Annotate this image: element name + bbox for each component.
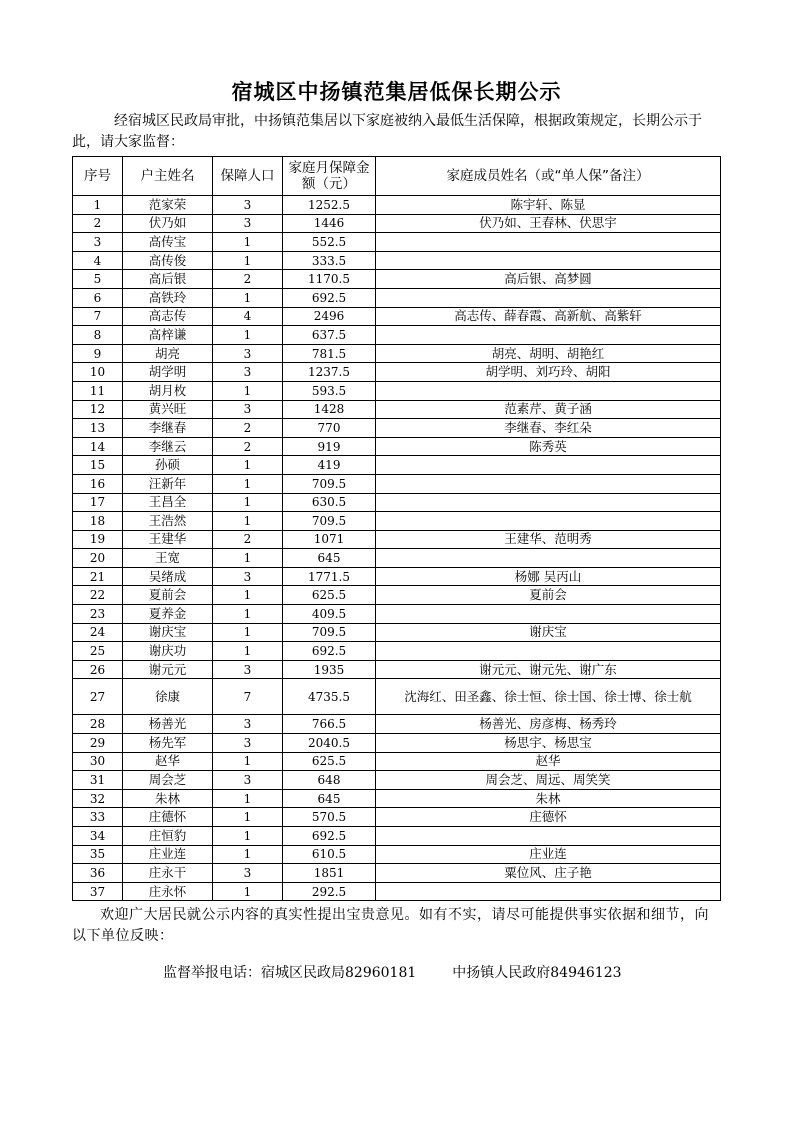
cell-amount: 709.5	[283, 623, 376, 642]
cell-index: 13	[73, 419, 123, 438]
cell-head-name: 胡学明	[123, 363, 213, 382]
cell-members: 谢庆宝	[376, 623, 721, 642]
cell-members: 赵华	[376, 752, 721, 771]
cell-head-name: 徐康	[123, 679, 213, 715]
table-row	[73, 344, 721, 363]
table-row	[73, 400, 721, 419]
cell-amount: 766.5	[283, 715, 376, 734]
cell-members: 范素芹、黄子涵	[376, 400, 721, 419]
cell-amount: 2040.5	[283, 734, 376, 753]
table-row	[73, 326, 721, 345]
cell-members: 胡学明、刘巧玲、胡阳	[376, 363, 721, 382]
cell-count: 2	[213, 437, 283, 456]
cell-index: 4	[73, 251, 123, 270]
cell-amount: 409.5	[283, 605, 376, 624]
cell-index: 3	[73, 233, 123, 252]
cell-head-name: 胡月枚	[123, 381, 213, 400]
cell-members	[376, 605, 721, 624]
cell-members	[376, 456, 721, 475]
cell-index: 15	[73, 456, 123, 475]
table-row	[73, 623, 721, 642]
cell-head-name: 杨善光	[123, 715, 213, 734]
cell-count: 1	[213, 233, 283, 252]
intro-paragraph: 经宿城区民政局审批，中扬镇范集居以下家庭被纳入最低生活保障，根据政策规定，长期公示于此，请大家监督：	[72, 113, 702, 150]
cell-index: 12	[73, 400, 123, 419]
cell-amount: 593.5	[283, 381, 376, 400]
cell-members	[376, 493, 721, 512]
cell-members: 杨善光、房彦梅、杨秀玲	[376, 715, 721, 734]
cell-head-name: 吴绪成	[123, 567, 213, 586]
cell-head-name: 夏养金	[123, 605, 213, 624]
cell-head-name: 高传俊	[123, 251, 213, 270]
cell-count: 4	[213, 307, 283, 326]
table-row	[73, 549, 721, 568]
cell-head-name: 伏乃如	[123, 214, 213, 233]
table-row	[73, 586, 721, 605]
cell-head-name: 高志传	[123, 307, 213, 326]
cell-members	[376, 882, 721, 901]
cell-members	[376, 827, 721, 846]
cell-index: 26	[73, 660, 123, 679]
cell-members	[376, 233, 721, 252]
cell-amount: 692.5	[283, 827, 376, 846]
cell-members: 周会芝、周远、周笑笑	[376, 771, 721, 790]
cell-head-name: 赵华	[123, 752, 213, 771]
cell-index: 21	[73, 567, 123, 586]
document-title: 宿城区中扬镇范集居低保长期公示	[231, 80, 562, 104]
cell-index: 16	[73, 474, 123, 493]
cell-count: 1	[213, 808, 283, 827]
table-row	[73, 808, 721, 827]
cell-amount: 630.5	[283, 493, 376, 512]
cell-index: 31	[73, 771, 123, 790]
table-row	[73, 270, 721, 289]
table-row	[73, 660, 721, 679]
cell-head-name: 黄兴旺	[123, 400, 213, 419]
cell-amount: 4735.5	[283, 679, 376, 715]
cell-index: 11	[73, 381, 123, 400]
cell-head-name: 朱林	[123, 789, 213, 808]
cell-index: 7	[73, 307, 123, 326]
cell-members: 夏前会	[376, 586, 721, 605]
contact-line	[163, 962, 622, 982]
cell-index: 24	[73, 623, 123, 642]
cell-index: 34	[73, 827, 123, 846]
cell-members: 谢元元、谢元先、谢广东	[376, 660, 721, 679]
contact-civil-affairs: 监督举报电话：宿城区民政局82960181	[163, 965, 417, 981]
cell-amount: 1851	[283, 864, 376, 883]
cell-head-name: 庄业连	[123, 845, 213, 864]
cell-count: 1	[213, 549, 283, 568]
cell-amount: 692.5	[283, 642, 376, 661]
cell-index: 23	[73, 605, 123, 624]
contact-town-government: 中扬镇人民政府84946123	[452, 965, 622, 981]
cell-index: 20	[73, 549, 123, 568]
cell-count: 1	[213, 752, 283, 771]
cell-index: 18	[73, 512, 123, 531]
cell-head-name: 高梓谦	[123, 326, 213, 345]
table-row	[73, 307, 721, 326]
cell-index: 10	[73, 363, 123, 382]
cell-index: 35	[73, 845, 123, 864]
cell-amount: 333.5	[283, 251, 376, 270]
cell-index: 22	[73, 586, 123, 605]
cell-head-name: 高传宝	[123, 233, 213, 252]
cell-index: 36	[73, 864, 123, 883]
cell-head-name: 胡亮	[123, 344, 213, 363]
cell-index: 8	[73, 326, 123, 345]
cell-amount: 781.5	[283, 344, 376, 363]
table-row	[73, 196, 721, 215]
table-row	[73, 474, 721, 493]
cell-members: 朱林	[376, 789, 721, 808]
cell-members: 李继春、李红朵	[376, 419, 721, 438]
header-head-name: 户主姓名	[123, 157, 213, 196]
cell-index: 30	[73, 752, 123, 771]
cell-amount: 419	[283, 456, 376, 475]
cell-head-name: 庄德怀	[123, 808, 213, 827]
cell-head-name: 谢庆功	[123, 642, 213, 661]
cell-index: 19	[73, 530, 123, 549]
table-row	[73, 752, 721, 771]
cell-members	[376, 326, 721, 345]
table-row	[73, 567, 721, 586]
cell-count: 3	[213, 734, 283, 753]
table-row	[73, 827, 721, 846]
cell-amount: 709.5	[283, 474, 376, 493]
cell-members: 杨娜 吴丙山	[376, 567, 721, 586]
table-row	[73, 251, 721, 270]
cell-head-name: 谢元元	[123, 660, 213, 679]
cell-count: 3	[213, 567, 283, 586]
assistance-table	[72, 156, 721, 901]
cell-count: 3	[213, 715, 283, 734]
cell-amount: 919	[283, 437, 376, 456]
cell-count: 1	[213, 882, 283, 901]
cell-head-name: 李继云	[123, 437, 213, 456]
table-row	[73, 679, 721, 715]
cell-head-name: 王昌全	[123, 493, 213, 512]
cell-index: 25	[73, 642, 123, 661]
cell-index: 29	[73, 734, 123, 753]
cell-members	[376, 549, 721, 568]
cell-members	[376, 251, 721, 270]
cell-index: 1	[73, 196, 123, 215]
cell-head-name: 高后银	[123, 270, 213, 289]
header-amount: 家庭月保障金额（元）	[283, 157, 376, 196]
table-row	[73, 789, 721, 808]
cell-members: 高后银、高梦圆	[376, 270, 721, 289]
cell-members: 杨思宇、杨思宝	[376, 734, 721, 753]
cell-count: 7	[213, 679, 283, 715]
cell-head-name: 庄恒豹	[123, 827, 213, 846]
cell-count: 1	[213, 456, 283, 475]
cell-count: 1	[213, 789, 283, 808]
cell-amount: 1446	[283, 214, 376, 233]
cell-index: 14	[73, 437, 123, 456]
table-row	[73, 882, 721, 901]
table-row	[73, 512, 721, 531]
cell-amount: 570.5	[283, 808, 376, 827]
cell-amount: 1237.5	[283, 363, 376, 382]
cell-head-name: 周会芝	[123, 771, 213, 790]
cell-count: 1	[213, 586, 283, 605]
cell-members: 沈海红、田圣鑫、徐士恒、徐士国、徐士博、徐士航	[376, 679, 721, 715]
table-row	[73, 734, 721, 753]
cell-head-name: 李继春	[123, 419, 213, 438]
cell-count: 1	[213, 474, 283, 493]
cell-count: 1	[213, 326, 283, 345]
cell-count: 1	[213, 251, 283, 270]
cell-index: 6	[73, 288, 123, 307]
cell-head-name: 范家荣	[123, 196, 213, 215]
table-body	[73, 196, 721, 901]
cell-head-name: 王建华	[123, 530, 213, 549]
cell-amount: 552.5	[283, 233, 376, 252]
table-row	[73, 363, 721, 382]
cell-count: 2	[213, 270, 283, 289]
header-count: 保障人口	[213, 157, 283, 196]
cell-amount: 770	[283, 419, 376, 438]
cell-members: 陈宇轩、陈显	[376, 196, 721, 215]
cell-count: 2	[213, 530, 283, 549]
cell-index: 33	[73, 808, 123, 827]
cell-count: 1	[213, 642, 283, 661]
cell-count: 1	[213, 493, 283, 512]
cell-head-name: 谢庆宝	[123, 623, 213, 642]
cell-head-name: 杨先军	[123, 734, 213, 753]
table-row	[73, 437, 721, 456]
cell-amount: 1252.5	[283, 196, 376, 215]
cell-index: 32	[73, 789, 123, 808]
cell-count: 1	[213, 845, 283, 864]
cell-head-name: 王浩然	[123, 512, 213, 531]
cell-head-name: 孙硕	[123, 456, 213, 475]
table-header-row	[73, 157, 721, 196]
cell-members: 陈秀英	[376, 437, 721, 456]
cell-members: 高志传、薛春霞、高新航、高紫轩	[376, 307, 721, 326]
cell-count: 3	[213, 344, 283, 363]
cell-members: 伏乃如、王春林、伏思宇	[376, 214, 721, 233]
cell-amount: 292.5	[283, 882, 376, 901]
table-row	[73, 381, 721, 400]
cell-amount: 648	[283, 771, 376, 790]
table-row	[73, 456, 721, 475]
cell-amount: 625.5	[283, 752, 376, 771]
cell-members: 王建华、范明秀	[376, 530, 721, 549]
cell-index: 9	[73, 344, 123, 363]
cell-members	[376, 512, 721, 531]
table-row	[73, 845, 721, 864]
cell-amount: 709.5	[283, 512, 376, 531]
cell-members	[376, 474, 721, 493]
table-row	[73, 642, 721, 661]
cell-amount: 692.5	[283, 288, 376, 307]
cell-count: 3	[213, 214, 283, 233]
header-members: 家庭成员姓名（或“单人保”备注）	[376, 157, 721, 196]
cell-count: 3	[213, 400, 283, 419]
cell-head-name: 庄永干	[123, 864, 213, 883]
cell-index: 27	[73, 679, 123, 715]
cell-amount: 1170.5	[283, 270, 376, 289]
cell-amount: 610.5	[283, 845, 376, 864]
cell-index: 37	[73, 882, 123, 901]
cell-members	[376, 381, 721, 400]
cell-index: 2	[73, 214, 123, 233]
cell-members: 庄业连	[376, 845, 721, 864]
cell-count: 1	[213, 381, 283, 400]
table-row	[73, 715, 721, 734]
table-row	[73, 530, 721, 549]
cell-amount: 637.5	[283, 326, 376, 345]
cell-amount: 645	[283, 549, 376, 568]
cell-amount: 1071	[283, 530, 376, 549]
closing-paragraph: 欢迎广大居民就公示内容的真实性提出宝贵意见。如有不实，请尽可能提供事实依据和细节，向以下单位反映：	[72, 907, 709, 944]
cell-members: 胡亮、胡明、胡艳红	[376, 344, 721, 363]
cell-members	[376, 288, 721, 307]
table-row	[73, 288, 721, 307]
cell-members: 庄德怀	[376, 808, 721, 827]
table-row	[73, 605, 721, 624]
table-row	[73, 864, 721, 883]
header-index: 序号	[73, 157, 123, 196]
cell-count: 3	[213, 196, 283, 215]
cell-count: 1	[213, 605, 283, 624]
table-row	[73, 419, 721, 438]
table-row	[73, 771, 721, 790]
cell-index: 5	[73, 270, 123, 289]
cell-amount: 1428	[283, 400, 376, 419]
cell-head-name: 夏前会	[123, 586, 213, 605]
cell-count: 3	[213, 771, 283, 790]
cell-count: 2	[213, 419, 283, 438]
cell-amount: 1935	[283, 660, 376, 679]
cell-amount: 625.5	[283, 586, 376, 605]
cell-count: 1	[213, 623, 283, 642]
cell-head-name: 高铁玲	[123, 288, 213, 307]
cell-head-name: 王宽	[123, 549, 213, 568]
cell-amount: 2496	[283, 307, 376, 326]
cell-head-name: 庄永怀	[123, 882, 213, 901]
cell-members	[376, 642, 721, 661]
cell-head-name: 汪新年	[123, 474, 213, 493]
table-row	[73, 214, 721, 233]
cell-count: 3	[213, 864, 283, 883]
cell-count: 1	[213, 512, 283, 531]
cell-amount: 1771.5	[283, 567, 376, 586]
table-row	[73, 493, 721, 512]
cell-index: 17	[73, 493, 123, 512]
cell-members: 粟位风、庄子艳	[376, 864, 721, 883]
cell-count: 3	[213, 363, 283, 382]
cell-amount: 645	[283, 789, 376, 808]
table-row	[73, 233, 721, 252]
cell-count: 3	[213, 660, 283, 679]
cell-count: 1	[213, 288, 283, 307]
cell-index: 28	[73, 715, 123, 734]
cell-count: 1	[213, 827, 283, 846]
